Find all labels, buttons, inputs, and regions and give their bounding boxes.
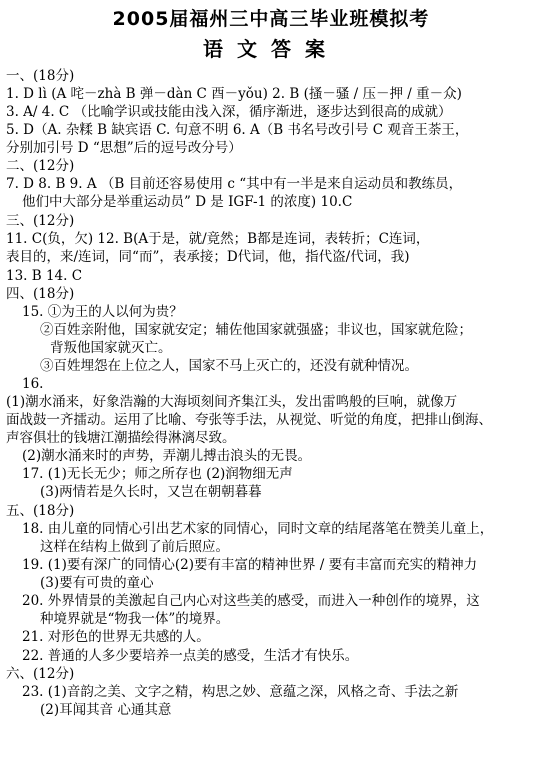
answer-line: 背叛他国家就灭亡。 (50, 340, 172, 356)
answer-line: 种境界就是“物我一体”的境界。 (40, 611, 230, 627)
answer-line: 他们中大部分是举重运动员” D 是 IGF-1 的浓度) 10.C (22, 194, 353, 210)
answer-line: (2)潮水涌来时的声势，弄潮儿搏击浪头的无畏。 (22, 448, 312, 464)
answer-line: ③百姓埋怨在上位之人，国家不马上灭亡的，还没有就种情况。 (40, 358, 418, 374)
answer-line: ②百姓亲附他，国家就安定；辅佐他国家就强盛；非议也，国家就危险； (40, 322, 472, 338)
answer-line: 5. D（A. 杂糅 B 缺宾语 C. 句意不明 6. A（B 书名号改引号 C 观音王荼王， (6, 122, 469, 138)
answer-line: 18. 由儿童的同情心引出艺术家的同情心，同时文章的结尾落笔在赞美儿童上， (22, 521, 494, 537)
answer-line: (3)两情若是久长时，又岂在朝朝暮暮 (40, 484, 262, 500)
answer-line: 21. 对形色的世界无共感的人。 (22, 629, 210, 645)
answer-line: 20. 外界情景的美激起自己内心对这些美的感受，而进入一种创作的境界，这 (22, 593, 480, 609)
answer-line: 7. D 8. B 9. A （B 目前还容易使用 c “其中有一半是来自运动员和教练员， (6, 176, 463, 192)
answer-line: (2)耳闻其音 心通其意 (40, 702, 172, 718)
answer-line: 面战鼓一齐擂动。运用了比喻、夸张等手法，从视觉、听觉的角度，把排山倒海、 (6, 412, 492, 428)
answer-line: 11. C(负，欠) 12. B(A于是，就/竟然；B都是连词，表转折；C连词， (6, 231, 430, 247)
section-heading-6: 六、(12分) (6, 666, 75, 682)
answer-line: 3. A/ 4. C （比喻学识或技能由浅入深，循序渐进，逐步达到很高的成就） (6, 104, 452, 120)
answer-line: 16. (22, 376, 44, 392)
section-heading-2: 二、(12分) (6, 158, 75, 174)
answer-line: 17. (1)无长无少；师之所存也 (2)润物细无声 (22, 466, 293, 482)
answer-line: 1. D lì (A 咤－zhà B 弹－dàn C 酉－yǒu) 2. B (搔－骚 / 压－押 / 重－众) (6, 86, 462, 102)
page-subtitle: 语文答案 (203, 37, 339, 61)
answer-line: (1)潮水涌来，好象浩瀚的大海顷刻间齐集江头，发出雷鸣般的巨响，就像万 (6, 394, 458, 410)
answer-line: 22. 普通的人多少要培养一点美的感受，生活才有快乐。 (22, 648, 359, 664)
answer-line: 表目的，来/连词，同“而”，表承接；D代词，他，指代盗/代词，我) (6, 249, 410, 265)
answer-line: 13. B 14. C (6, 268, 83, 284)
answer-line: 分别加引号 D “思想”后的逗号改分号） (6, 140, 242, 156)
section-heading-4: 四、(18分) (6, 286, 75, 302)
answer-line: 19. (1)要有深广的同情心(2)要有丰富的精神世界 / 要有丰富而充实的精神力 (22, 557, 478, 573)
page-title: 2005届福州三中高三毕业班模拟考 (112, 8, 430, 30)
section-heading-1: 一、(18分) (6, 68, 75, 84)
section-heading-5: 五、(18分) (6, 503, 75, 519)
section-heading-3: 三、(12分) (6, 213, 75, 229)
answer-line: 声容俱壮的钱塘江潮描绘得淋漓尽致。 (6, 430, 236, 446)
answer-line: 23. (1)音韵之美、文字之精，构思之妙、意蕴之深，风格之奇、手法之新 (22, 684, 459, 700)
answer-line: (3)要有可贵的童心 (40, 575, 154, 591)
answer-line: 15. ①为王的人以何为贵？ (22, 304, 183, 320)
answer-line: 这样在结构上做到了前后照应。 (40, 539, 229, 555)
